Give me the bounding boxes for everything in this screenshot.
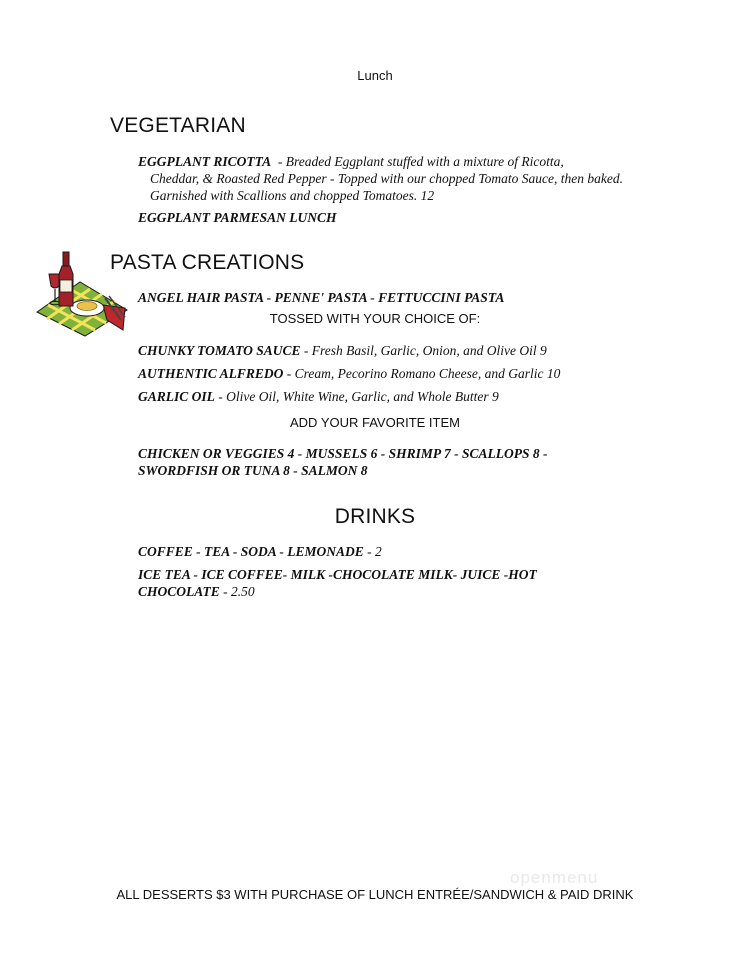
drinks-heading: DRINKS [334,505,416,528]
menu-item-eggplant-ricotta [138,153,738,204]
menu-item-eggplant-parmesan [138,209,337,226]
footer-note: ALL DESSERTS $3 WITH PURCHASE OF LUNCH ENTRÉE/SANDWICH & PAID DRINK [116,887,634,902]
sauce-description: - Fresh Basil, Garlic, Onion, and Olive Oil 9 [303,343,547,358]
item-name: EGGPLANT PARMESAN LUNCH [138,210,337,225]
drinks-names: CHOCOLATE [138,584,220,599]
sauce-name: GARLIC OIL [138,389,215,404]
pasta-types [138,289,504,306]
add-caption: ADD YOUR FAVORITE ITEM [290,415,460,430]
page-title: Lunch [357,68,393,83]
sauce-item [138,365,560,382]
vegetarian-heading: VEGETARIAN [110,114,246,137]
addons-line: CHICKEN OR VEGGIES 4 - MUSSELS 6 - SHRIMP 7 - SCALLOPS 8 - [138,446,548,461]
item-description-line: Garnished with Scallions and chopped Tomatoes. 12 [150,188,435,203]
drinks-price: - 2.50 [223,584,255,599]
drinks-line [138,543,382,560]
pasta-types-label: ANGEL HAIR PASTA - PENNE' PASTA - FETTUCCINI PASTA [138,290,505,305]
addons [138,445,547,479]
watermark: openmenu [510,868,599,887]
sauce-item [138,388,499,405]
drinks-line [138,566,738,600]
drinks-names: ICE TEA - ICE COFFEE- MILK -CHOCOLATE MILK- JUICE -HOT [138,567,537,582]
tossed-caption: TOSSED WITH YOUR CHOICE OF: [269,311,481,326]
sauce-description: - Cream, Pecorino Romano Cheese, and Garlic 10 [286,366,561,381]
sauce-item [138,342,547,359]
drinks-price: - 2 [367,544,382,559]
sauce-name: CHUNKY TOMATO SAUCE [138,343,301,358]
drinks-names: COFFEE - TEA - SODA - LEMONADE [138,544,364,559]
sauce-description: - Olive Oil, White Wine, Garlic, and Whole Butter 9 [218,389,499,404]
sauce-name: AUTHENTIC ALFREDO [138,366,284,381]
item-description-line: Cheddar, & Roasted Red Pepper - Topped with our chopped Tomato Sauce, then baked. [150,171,623,186]
item-name: EGGPLANT RICOTTA [138,154,272,169]
addons-line: SWORDFISH OR TUNA 8 - SALMON 8 [138,463,368,478]
pasta-heading: PASTA CREATIONS [110,251,305,274]
item-description: - Breaded Eggplant stuffed with a mixture of Ricotta, [277,154,564,169]
